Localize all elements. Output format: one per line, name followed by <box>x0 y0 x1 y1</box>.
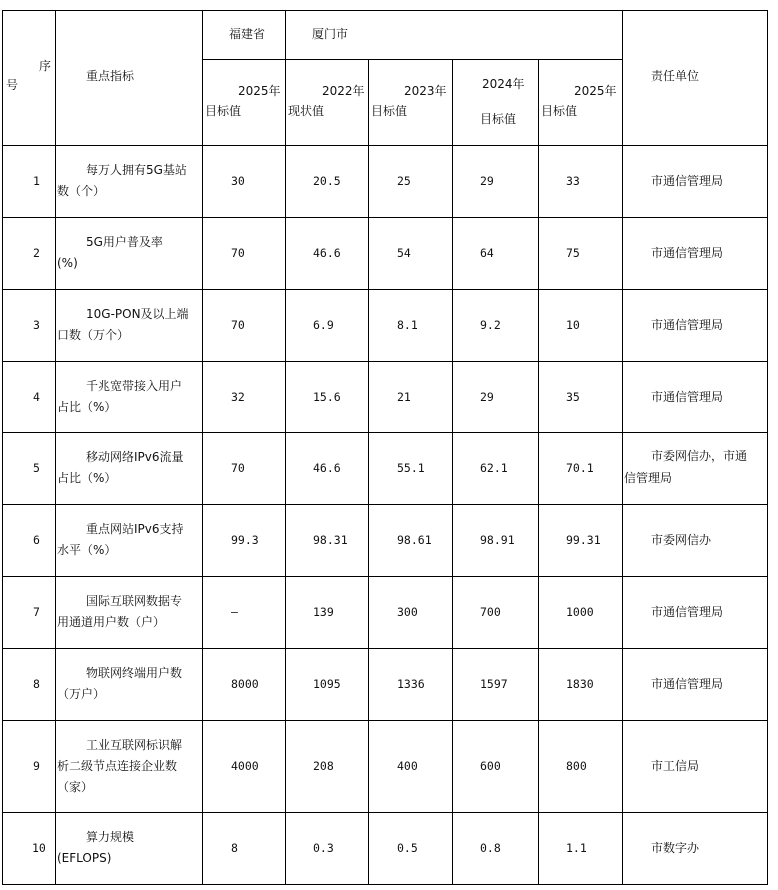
header-fujian-2025-label: 目标值 <box>205 104 242 118</box>
grid-hline <box>2 576 768 577</box>
grid-hline <box>2 217 768 218</box>
row-value-fj: 8000 <box>231 677 259 691</box>
row-value-v25: 99.31 <box>566 533 601 547</box>
row-value-v22: 20.5 <box>313 174 341 188</box>
row-value-v25: 70.1 <box>566 461 594 475</box>
row-indicator-text: 用通道用户数（户） <box>57 615 166 629</box>
row-indicator-text: 千兆宽带接入用户 <box>86 378 183 393</box>
row-indicator-text: 每万人拥有5G基站 <box>86 163 187 177</box>
grid-hline <box>2 361 768 362</box>
row-number: 4 <box>33 389 40 404</box>
grid-hline <box>2 432 768 433</box>
row-value-v23: 98.61 <box>397 533 432 547</box>
header-xiamen: 厦门市 <box>312 27 349 41</box>
row-indicator-text: （万户） <box>57 687 106 701</box>
row-number: 8 <box>33 677 40 691</box>
row-value-v25: 800 <box>566 759 587 773</box>
row-value-v25: 1.1 <box>566 841 587 855</box>
row-value-v24: 700 <box>480 605 501 619</box>
row-number: 10 <box>32 841 46 855</box>
row-value-v22: 98.31 <box>313 533 348 547</box>
row-responsible: 市通信管理局 <box>651 174 724 188</box>
grid-vline <box>538 59 539 885</box>
row-responsible: 市通信管理局 <box>651 246 724 260</box>
row-responsible: 市数字办 <box>651 841 700 855</box>
row-value-v24: 0.8 <box>480 841 501 855</box>
grid-hline <box>2 145 768 146</box>
header-2025-label: 目标值 <box>541 104 578 118</box>
grid-vline <box>285 10 286 885</box>
grid-vline <box>202 10 203 885</box>
row-value-v24: 98.91 <box>480 533 515 547</box>
row-value-v25: 1000 <box>566 605 594 619</box>
row-responsible: 信管理局 <box>624 471 673 485</box>
row-indicator-text: 析二级节点连接企业数 <box>57 758 178 773</box>
row-indicator-text: 水平（%） <box>57 543 117 557</box>
row-value-v24: 62.1 <box>480 461 508 475</box>
row-value-v25: 10 <box>566 318 580 332</box>
header-2022-label: 现状值 <box>288 104 325 118</box>
header-fujian: 福建省 <box>229 27 266 41</box>
header-2023-label: 目标值 <box>371 104 408 118</box>
row-value-v23: 25 <box>397 174 411 188</box>
row-number: 2 <box>33 246 40 260</box>
row-responsible: 市通信管理局 <box>651 389 724 404</box>
header-responsible: 责任单位 <box>651 69 700 83</box>
row-value-v23: 1336 <box>397 677 425 691</box>
grid-hline <box>2 648 768 649</box>
row-value-v23: 0.5 <box>397 841 418 855</box>
header-2023-year: 2023年 <box>404 84 447 98</box>
header-2024-year: 2024年 <box>482 77 525 91</box>
row-value-v24: 64 <box>480 246 494 260</box>
row-value-v25: 1830 <box>566 677 594 691</box>
row-value-v22: 46.6 <box>313 246 341 260</box>
row-value-v23: 55.1 <box>397 461 425 475</box>
row-responsible: 市通信管理局 <box>651 677 724 691</box>
row-value-v22: 139 <box>313 605 334 619</box>
row-value-v23: 54 <box>397 246 411 260</box>
row-value-fj: 30 <box>231 174 245 188</box>
grid-vline <box>622 10 623 885</box>
grid-hline <box>2 289 768 290</box>
row-value-v23: 8.1 <box>397 318 418 332</box>
row-value-fj: — <box>231 605 238 619</box>
row-value-fj: 32 <box>231 389 245 404</box>
header-2022-year: 2022年 <box>322 84 365 98</box>
row-indicator-text: 10G-PON及以上端 <box>86 307 189 321</box>
row-value-v24: 600 <box>480 759 501 773</box>
row-number: 7 <box>33 605 40 619</box>
header-indicator: 重点指标 <box>86 69 135 83</box>
row-indicator-text: (%) <box>57 256 78 270</box>
row-indicator-text: (EFLOPS) <box>57 851 112 865</box>
row-number: 6 <box>33 533 40 547</box>
row-value-v25: 35 <box>566 389 580 404</box>
row-value-v24: 29 <box>480 174 494 188</box>
row-indicator-text: （家） <box>57 779 94 794</box>
row-value-v22: 208 <box>313 759 334 773</box>
row-value-v24: 9.2 <box>480 318 501 332</box>
row-responsible: 市通信管理局 <box>651 605 724 619</box>
row-value-v24: 1597 <box>480 677 508 691</box>
grid-vline <box>2 10 3 885</box>
header-seq-bottom: 号 <box>6 78 19 92</box>
row-indicator-text: 5G用户普及率 <box>86 235 163 249</box>
row-responsible: 市工信局 <box>651 759 700 773</box>
grid-hline <box>2 504 768 505</box>
grid-vline <box>368 59 369 885</box>
row-value-v23: 21 <box>397 389 411 404</box>
row-value-v25: 75 <box>566 246 580 260</box>
row-indicator-text: 占比（%） <box>57 471 117 485</box>
grid-hline <box>2 720 768 721</box>
row-value-v22: 0.3 <box>313 841 334 855</box>
row-value-v23: 400 <box>397 759 418 773</box>
header-2025-year: 2025年 <box>574 84 617 98</box>
row-number: 3 <box>33 318 40 332</box>
row-value-fj: 4000 <box>231 759 259 773</box>
grid-hline-subheader <box>202 59 622 60</box>
grid-hline <box>2 884 768 885</box>
header-2024-label: 目标值 <box>480 112 517 126</box>
header-seq-top: 序 <box>39 59 52 73</box>
row-indicator-text: 占比（%） <box>57 399 117 414</box>
row-responsible: 市委网信办 <box>651 533 712 547</box>
row-indicator-text: 口数（万个） <box>57 328 130 342</box>
row-number: 5 <box>33 461 40 475</box>
row-value-fj: 70 <box>231 246 245 260</box>
row-indicator-text: 国际互联网数据专 <box>86 594 183 608</box>
grid-vline <box>452 59 453 885</box>
row-value-v22: 15.6 <box>313 389 341 404</box>
grid-hline <box>2 10 768 11</box>
row-value-v23: 300 <box>397 605 418 619</box>
row-value-fj: 8 <box>231 841 238 855</box>
row-indicator-text: 数（个） <box>57 184 106 198</box>
row-number: 1 <box>33 174 40 188</box>
row-indicator-text: 重点网站IPv6支持 <box>86 522 184 536</box>
row-value-v22: 46.6 <box>313 461 341 475</box>
row-indicator-text: 算力规模 <box>86 830 135 844</box>
row-value-fj: 70 <box>231 318 245 332</box>
row-value-fj: 99.3 <box>231 533 259 547</box>
row-indicator-text: 移动网络IPv6流量 <box>86 450 184 464</box>
row-value-fj: 70 <box>231 461 245 475</box>
row-indicator-text: 物联网终端用户数 <box>86 666 183 680</box>
row-number: 9 <box>33 759 40 773</box>
row-value-v25: 33 <box>566 174 580 188</box>
row-responsible: 市通信管理局 <box>651 318 724 332</box>
grid-vline <box>55 10 56 885</box>
grid-hline <box>2 812 768 813</box>
row-value-v24: 29 <box>480 389 494 404</box>
header-fujian-2025-year: 2025年 <box>238 84 281 98</box>
row-responsible: 市委网信办，市通 <box>651 449 748 463</box>
row-value-v22: 1095 <box>313 677 341 691</box>
row-indicator-text: 工业互联网标识解 <box>86 737 183 752</box>
row-value-v22: 6.9 <box>313 318 334 332</box>
grid-vline <box>767 10 768 885</box>
